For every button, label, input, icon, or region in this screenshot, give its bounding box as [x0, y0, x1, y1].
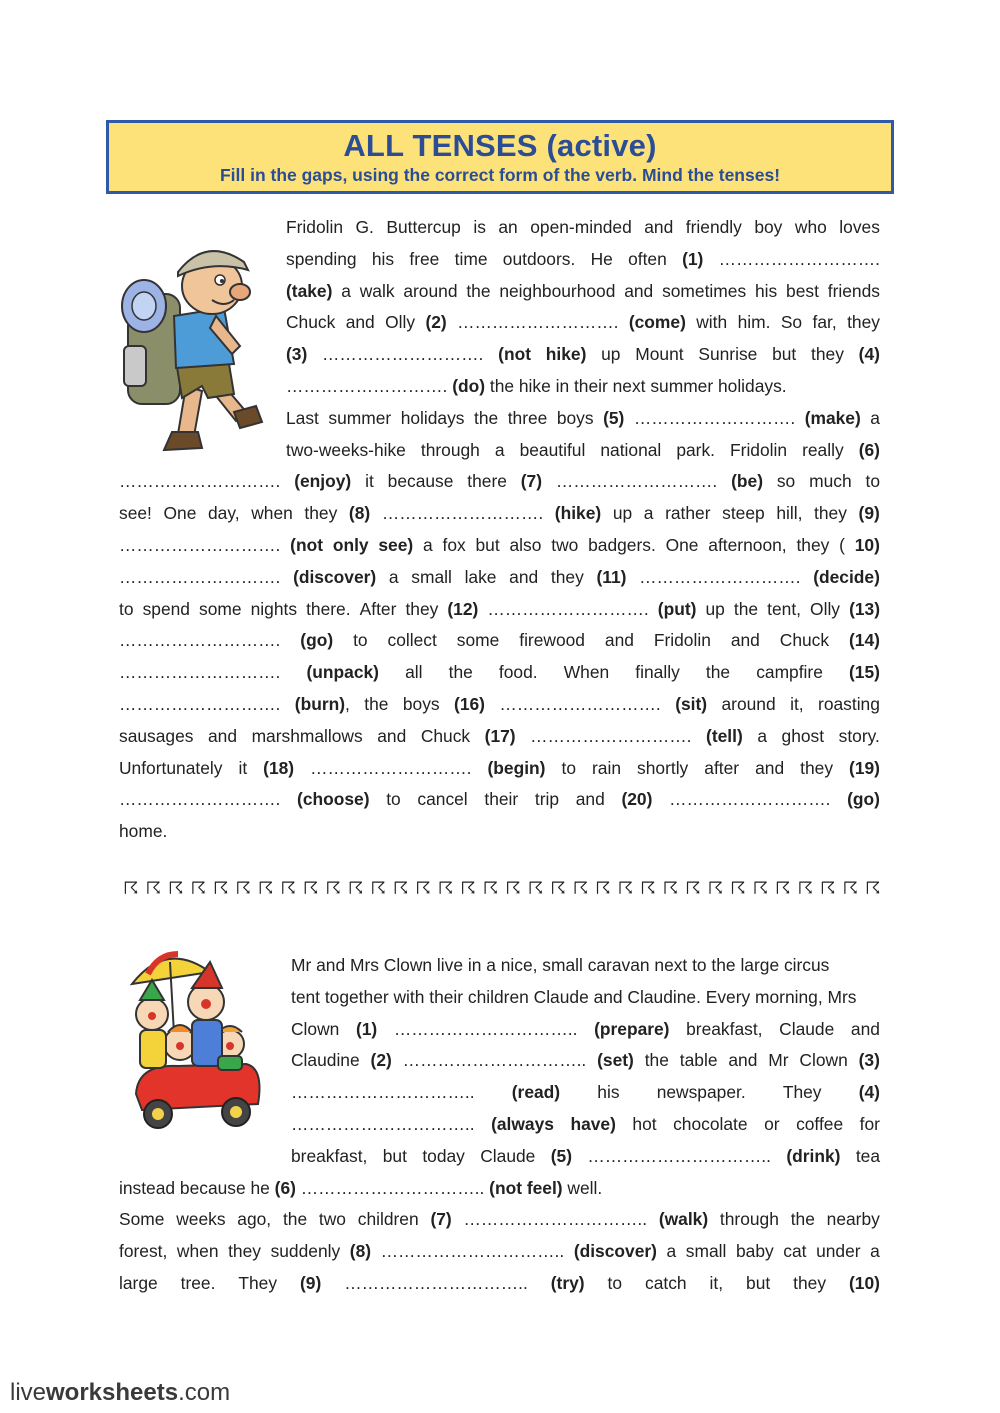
- divider-glyph: ☈: [640, 879, 656, 898]
- text-line: ………………………….. (always have) hot chocolate or coffee for: [291, 1113, 880, 1134]
- text-line: Some weeks ago, the two children (7) ………………………….. (walk) through the nearby: [119, 1209, 880, 1230]
- divider-glyph: ☈: [325, 879, 341, 898]
- page-title: ALL TENSES (active): [343, 128, 657, 163]
- divider-glyph: ☈: [842, 879, 859, 898]
- story-clowns: [119, 950, 880, 1300]
- text-line: Unfortunately it (18) ………………………. (begin) to rain shortly after and they (19): [119, 757, 880, 778]
- divider-glyph: ☈: [190, 879, 207, 898]
- text-line: (take) a walk around the neighbourhood and sometimes his best friends: [286, 280, 880, 301]
- text-line: ………………………. (discover) a small lake and they (11) ………………………. (decide): [119, 566, 880, 587]
- text-line: instead because he (6) ………………………….. (not feel) well.: [119, 1177, 603, 1198]
- divider-glyph: ☈: [393, 879, 409, 898]
- divider-glyph: ☈: [730, 879, 746, 898]
- text-line: sausages and marshmallows and Chuck (17) ………………………. (tell) a ghost story.: [119, 725, 880, 746]
- text-line: ………………………. (choose) to cancel their trip and (20) ………………………. (go): [119, 789, 880, 810]
- divider-glyph: ☈: [258, 879, 274, 898]
- text-line: to spend some nights there. After they (12) ………………………. (put) up the tent, Olly (13): [119, 598, 880, 619]
- divider-glyph: ☈: [752, 879, 769, 898]
- text-line: ………………………. (not only see) a fox but also two badgers. One afternoon, they ( 10): [119, 534, 880, 555]
- divider-glyph: ☈: [797, 879, 814, 898]
- divider-glyph: ☈: [168, 879, 184, 898]
- text-line: Clown (1) ………………………….. (prepare) breakfast, Claude and: [291, 1018, 880, 1039]
- text-line: ………………………. (do) the hike in their next summer holidays.: [286, 375, 787, 396]
- text-line: home.: [119, 821, 168, 842]
- divider-glyph: ☈: [573, 879, 589, 898]
- text-line: (3) ………………………. (not hike) up Mount Sunrise but they (4): [286, 344, 880, 365]
- text-line: large tree. They (9) ………………………….. (try) to catch it, but they (10): [119, 1272, 880, 1293]
- text-line: ………………………….. (read) his newspaper. They (4): [291, 1082, 880, 1103]
- site-footer: [10, 1379, 230, 1407]
- text-line: spending his free time outdoors. He often (1) ……………………….: [286, 248, 880, 269]
- text-line: tent together with their children Claude and Claudine. Every morning, Mrs: [291, 986, 857, 1007]
- divider-glyph: ☈: [235, 879, 252, 898]
- divider-glyph: ☈: [505, 879, 521, 898]
- divider-glyph: ☈: [595, 879, 611, 898]
- divider-glyph: ☈: [528, 879, 544, 898]
- divider-glyph: ☈: [865, 879, 881, 898]
- divider-glyph: ☈: [618, 879, 634, 898]
- footer-suffix: .com: [178, 1379, 231, 1406]
- divider-glyph: ☈: [820, 879, 836, 898]
- divider-glyph: ☈: [550, 879, 566, 898]
- text-line: ………………………. (burn), the boys (16) ………………………. (sit) around it, roasting: [119, 693, 880, 714]
- text-line: ………………………. (unpack) all the food. When finally the campfire (15): [119, 662, 880, 683]
- divider-glyph: ☈: [707, 879, 724, 898]
- text-line: Last summer holidays the three boys (5) ………………………. (make) a: [286, 407, 880, 428]
- divider-glyph: ☈: [370, 879, 386, 898]
- divider-glyph: ☈: [280, 879, 296, 898]
- text-line: Fridolin G. Buttercup is an open-minded and friendly boy who loves: [286, 217, 880, 237]
- divider-glyph: ☈: [438, 879, 454, 898]
- text-line: Mr and Mrs Clown live in a nice, small caravan next to the large circus: [291, 955, 830, 975]
- divider-glyph: ☈: [685, 879, 701, 898]
- text-line: two-weeks-hike through a beautiful national park. Fridolin really (6): [286, 439, 880, 460]
- text-line: ………………………. (go) to collect some firewood and Fridolin and Chuck (14): [119, 630, 880, 651]
- text-line: ………………………. (enjoy) it because there (7) ………………………. (be) so much to: [119, 471, 880, 492]
- divider-glyph: ☈: [348, 879, 364, 898]
- text-line: forest, when they suddenly (8) ………………………….. (discover) a small baby cat under a: [119, 1241, 880, 1262]
- divider-glyph: ☈: [123, 879, 139, 898]
- divider-glyph: ☈: [460, 879, 476, 898]
- text-line: breakfast, but today Claude (5) ………………………….. (drink) tea: [291, 1145, 880, 1166]
- text-line: see! One day, when they (8) ………………………. (hike) up a rather steep hill, they (9): [119, 503, 880, 524]
- divider-glyph: ☈: [483, 879, 499, 898]
- divider-glyph: ☈: [663, 879, 679, 898]
- decorative-divider: [122, 878, 882, 900]
- title-banner: [106, 120, 894, 194]
- instructions: Fill in the gaps, using the correct form of the verb. Mind the tenses!: [219, 165, 781, 185]
- text-line: Chuck and Olly (2) ………………………. (come) with him. So far, they: [286, 312, 880, 333]
- divider-glyph: ☈: [145, 879, 162, 898]
- footer-brand: worksheets: [46, 1379, 179, 1406]
- divider-glyph: ☈: [775, 879, 791, 898]
- text-line: Claudine (2) ………………………….. (set) the table and Mr Clown (3): [291, 1050, 880, 1071]
- divider-glyph: ☈: [415, 879, 431, 898]
- divider-glyph: ☈: [213, 879, 229, 898]
- story-hiking: [119, 212, 880, 848]
- divider-glyph: ☈: [303, 879, 319, 898]
- footer-prefix: live: [10, 1379, 47, 1406]
